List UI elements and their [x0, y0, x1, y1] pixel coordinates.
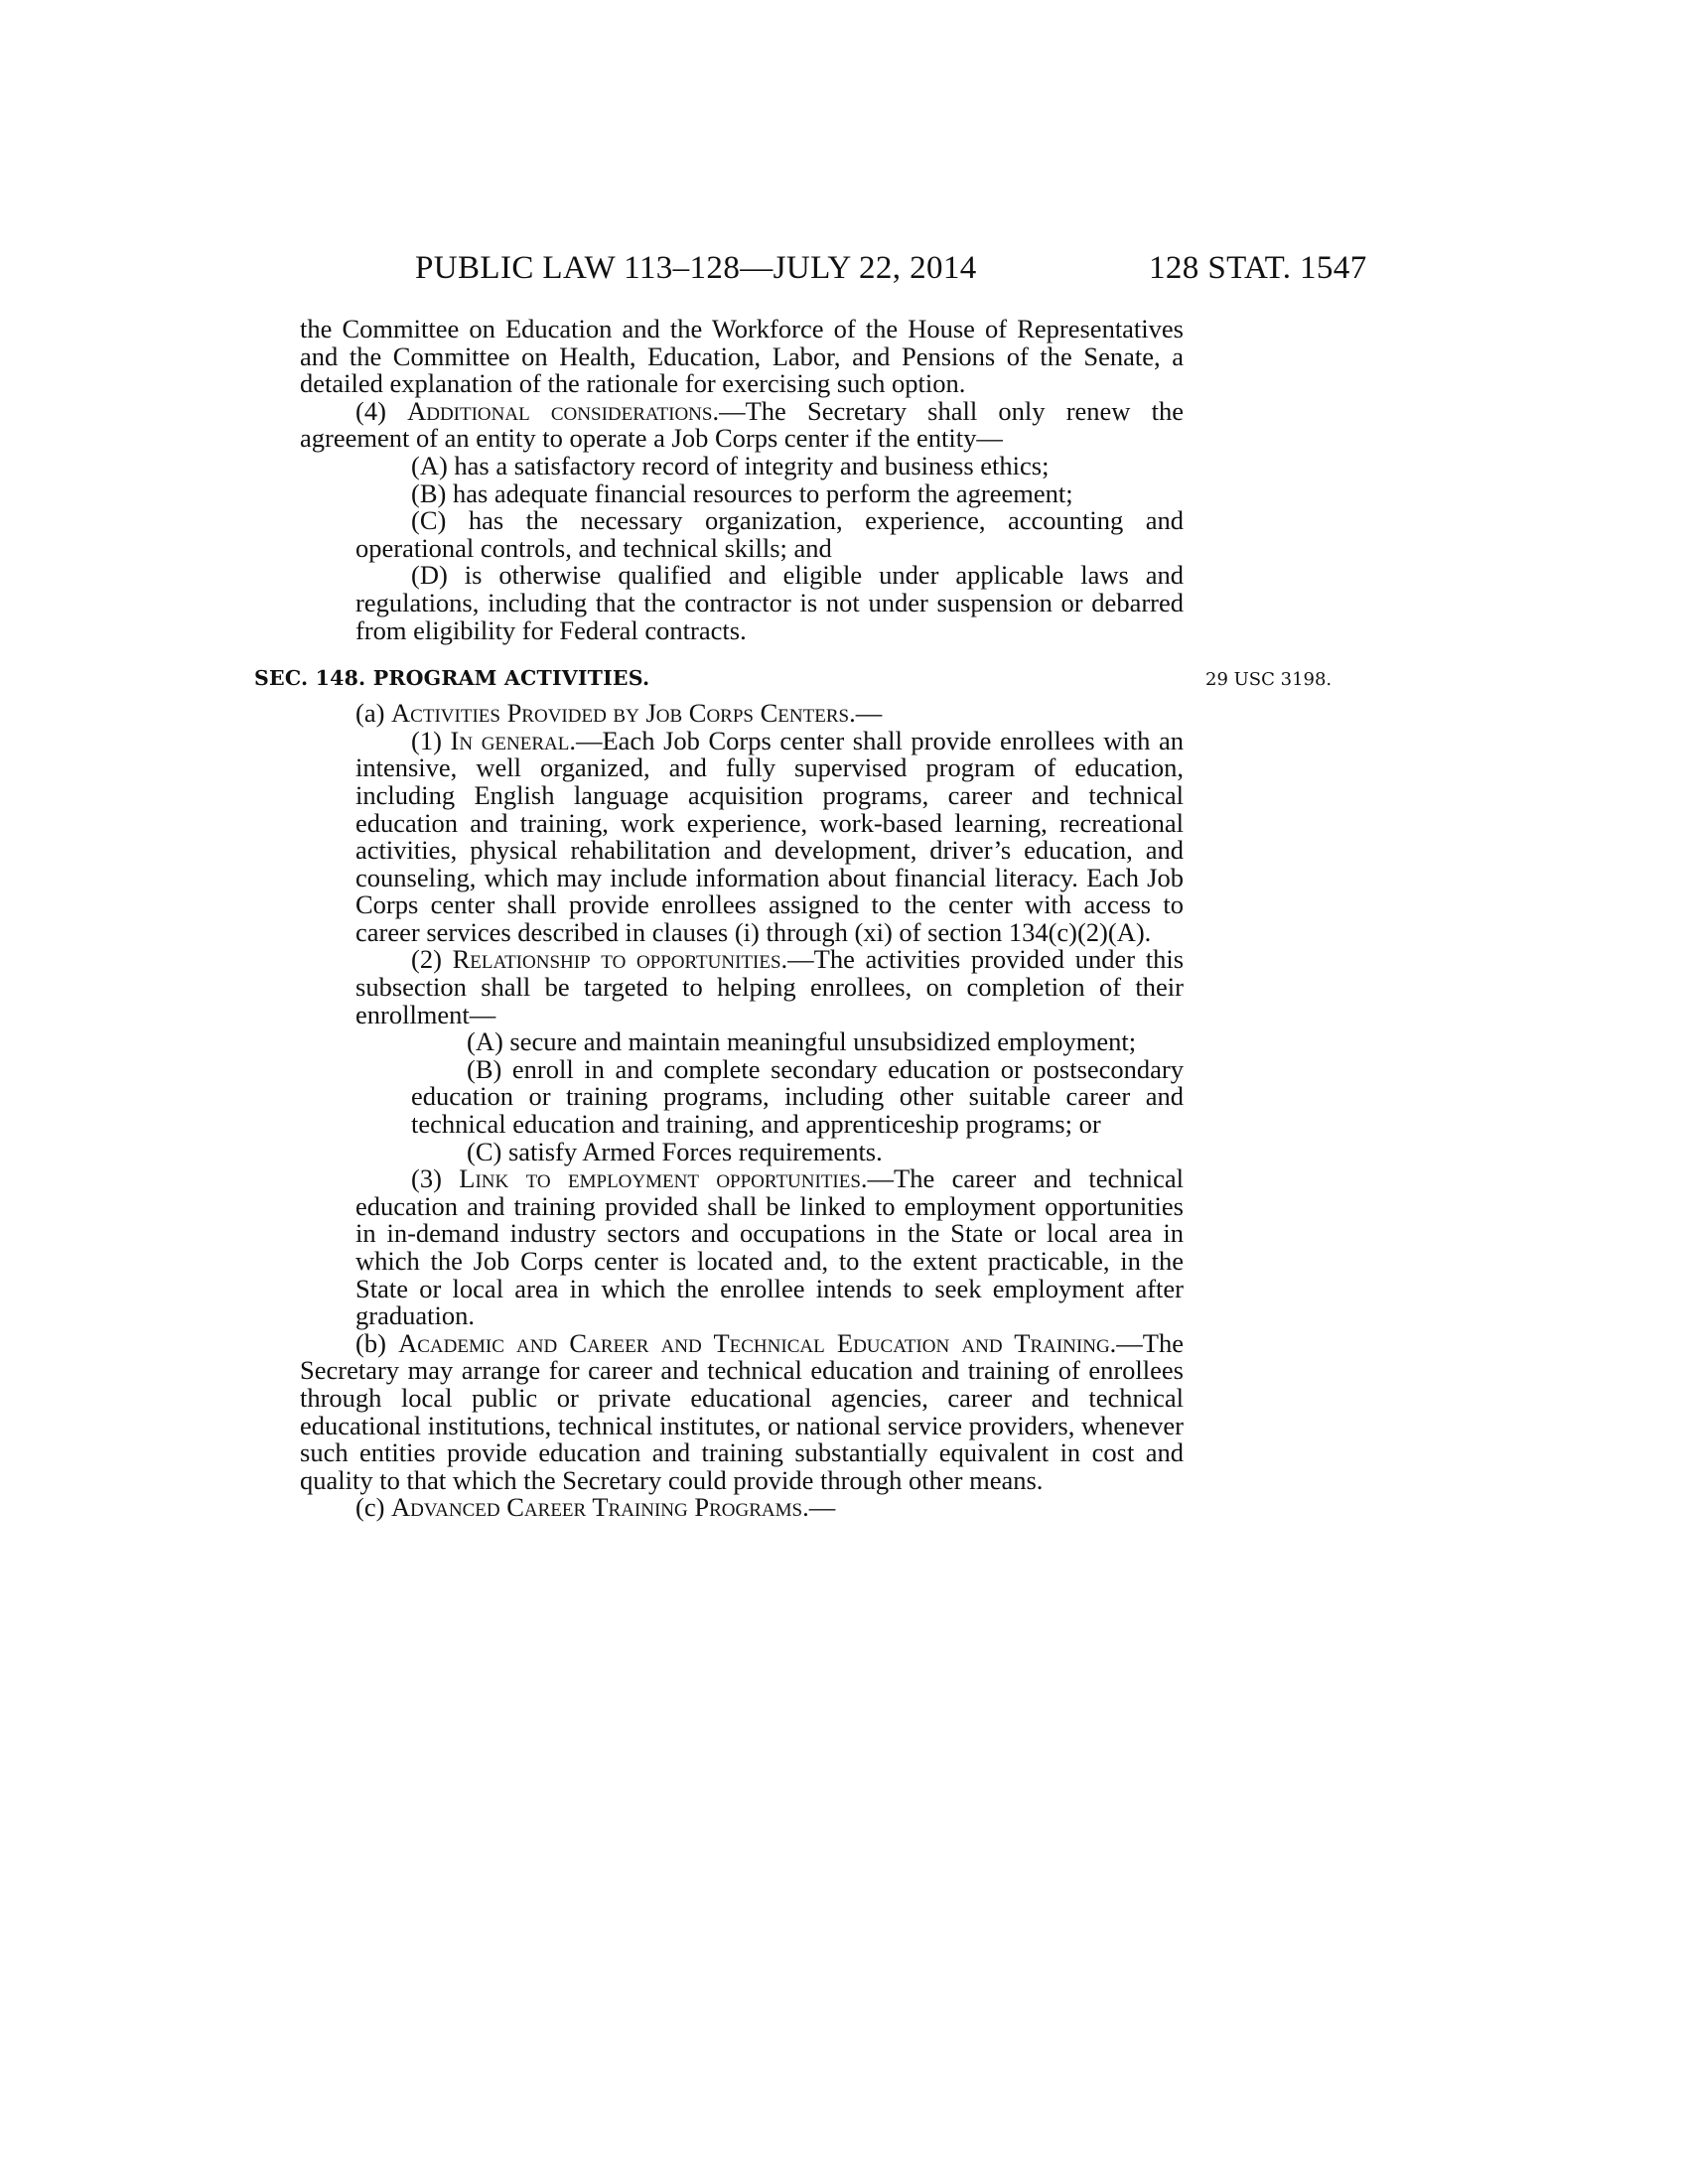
running-header [0, 246, 1688, 290]
paragraph-4-number: (4) [355, 395, 386, 426]
list-item: (B) has adequate financial resources to perform the agreement; [411, 478, 1073, 508]
list-item: (C) satisfy Armed Forces requirements. [467, 1136, 883, 1166]
header-title: PUBLIC LAW 113–128—JULY 22, 2014 [415, 250, 977, 286]
paragraph-a3-heading: Link to employment opportunities [459, 1163, 861, 1194]
paragraph-a1-heading: In general [450, 725, 570, 755]
paragraph-4-heading: Additional considerations [407, 395, 713, 426]
list-item: (C) has the necessary organization, experience, accounting and operational controls, and technical skills; and [355, 505, 1184, 563]
subsection-a-heading [300, 700, 1184, 728]
subsection-b-heading: Academic and Career and Technical Education and Training [398, 1327, 1110, 1358]
subsection-a-title: Activities Provided by Job Corps Centers [391, 698, 850, 729]
subsection-b [300, 1327, 1184, 1495]
subsection-b-label: (b) [355, 1327, 386, 1358]
margin-citation: 29 USC 3198. [1205, 669, 1333, 691]
paragraph-a1 [355, 725, 1185, 947]
paragraph-4 [300, 395, 1184, 454]
subsection-c-label: (c) [355, 1492, 385, 1523]
list-item: (A) has a satisfactory record of integrity and business ethics; [411, 450, 1050, 480]
intro-paragraph: the Committee on Education and the Workforce of the House of Representatives and the Committee on Health, Education, Labor, and Pensions of the Senate, a detailed explanation of the rationale for exercising such option. [300, 314, 1184, 399]
paragraph-a2-items [300, 1028, 1184, 1165]
list-item: (A) secure and maintain meaningful unsubsidized employment; [467, 1026, 1137, 1057]
section-heading-row [254, 662, 1333, 694]
subsection-a-dash: .— [849, 698, 883, 729]
subsection-c-heading: Advanced Career Training Programs [391, 1492, 803, 1523]
paragraph-a1-number: (1) [411, 725, 442, 755]
paragraph-a3-number: (3) [411, 1163, 442, 1194]
paragraph-a3 [355, 1165, 1184, 1330]
paragraph-4-text: .—The Secretary shall only renew the agreement of an entity to operate a Job Corps center if the entity— [300, 395, 1184, 454]
subsection-c [300, 1494, 1184, 1522]
page-body [254, 314, 1333, 1523]
paragraph-a3-text: .—The career and technical education and training provided shall be linked to employment opportunities in in-demand industry sectors and occupations in the State or local area in which the Job Corps center is located and, to the extent practicable, in the State or local area in which the enrollee intends to seek employment after graduation. [355, 1163, 1184, 1331]
list-item: (D) is otherwise qualified and eligible under applicable laws and regulations, including that the contractor is not under suspension or debarred from eligibility for Federal contracts. [355, 560, 1184, 645]
section-heading: SEC. 148. PROGRAM ACTIVITIES. [254, 666, 650, 691]
subsection-b-text: .—The Secretary may arrange for career and technical education and training of enrollees through local public or private educational agencies, career and technical educational institutions, technical institutes, or national service providers, whenever such entities provide education and training substantially equivalent in cost and quality to that which the Secretary could provide through other means. [300, 1327, 1184, 1495]
paragraph-a2-heading: Relationship to opportunities [452, 944, 781, 975]
subsection-c-dash: .— [802, 1492, 836, 1523]
list-item: (B) enroll in and complete secondary education or postsecondary education or training programs, including other suitable career and technical education and training, and apprenticeship programs; or [411, 1053, 1184, 1140]
paragraph-a2 [355, 946, 1184, 1028]
statute-page-number: 128 STAT. 1547 [1149, 250, 1367, 286]
paragraph-a1-text: .—Each Job Corps center shall provide enrollees with an intensive, well organized, and fully supervised program of education, including English language acquisition programs, career and technical education and training, work experience, work-based learning, recreational activities, physical rehabilitation and development, driver’s education, and counseling, which may include information about financial literacy. Each Job Corps center shall provide enrollees assigned to the center with access to career services described in clauses (i) through (xi) of section 134(c)(2)(A). [355, 725, 1185, 947]
paragraph-a2-text: .—The activities provided under this subsection shall be targeted to helping enrollees, on completion of their enrollment— [355, 944, 1185, 1029]
paragraph-a2-number: (2) [411, 944, 442, 975]
subsection-a-label: (a) [355, 698, 385, 729]
paragraph-4-items [300, 450, 1184, 645]
